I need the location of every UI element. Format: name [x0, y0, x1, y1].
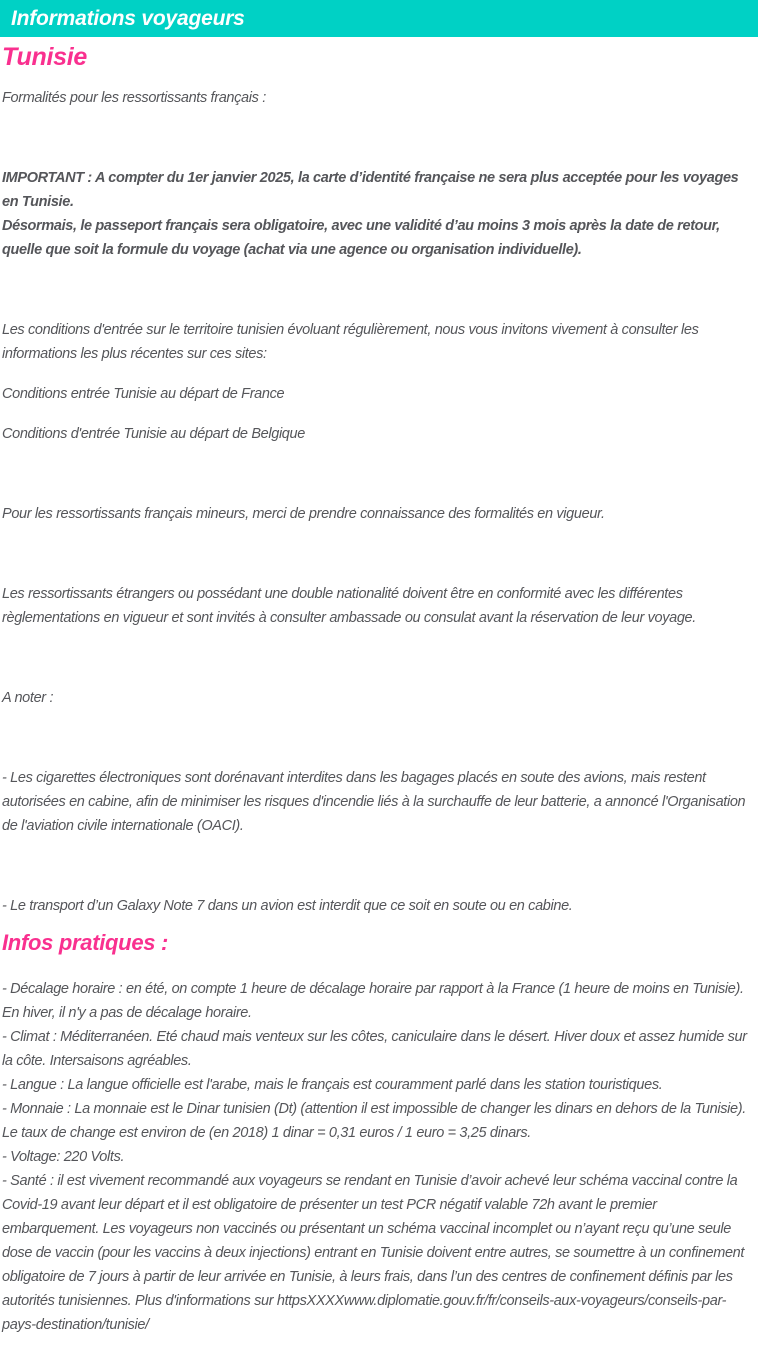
ecigarette-notice: - Les cigarettes électroniques sont dorénavant interdites dans les bagages placés en soute des avions, mais restent autorisées en cabine, afin de minimiser les risques d'incendie liés à la surchauffe de leur batterie, a annoncé l'Organisation de l'aviation civile internationale (OACI).: [2, 770, 746, 834]
minors-notice: Pour les ressortissants français mineurs, merci de prendre connaissance des formalités en vigueur.: [2, 506, 605, 522]
practical-item-climate: - Climat : Méditerranéen. Eté chaud mais venteux sur les côtes, caniculaire dans le désert. Hiver doux et assez humide sur la côte. Intersaisons agréables.: [2, 1029, 747, 1069]
galaxy-note7-notice: - Le transport d’un Galaxy Note 7 dans un avion est interdit que ce soit en soute ou en cabine.: [2, 898, 573, 914]
practical-item-health: - Santé : il est vivement recommandé aux voyageurs se rendant en Tunisie d’avoir achevé leur schéma vaccinal contre la Covid-19 avant leur départ et il est obligatoire de présenter un test PCR négatif valable 72h avant le premier embarquement. Les voyageurs non vaccinés ou présentant un schéma vaccinal incomplet ou n’ayant reçu qu’une seule dose de vaccin (pour les vaccins à deux injections) entrant en Tunisie doivent entre autres, se soumettre à un confinement obligatoire de 7 jours à partir de leur arrivée en Tunisie, à leurs frais, dans l’un des centres de confinement définis par les autorités tunisiennes. Plus d'informations sur httpsXXXXwww.diplomatie.gouv.fr/fr/conseils-aux-voyageurs/conseils-par-pays-destination/tunisie/: [2, 1173, 745, 1333]
page-header: [0, 0, 758, 37]
document-body: [0, 42, 758, 1337]
practical-item-voltage: - Voltage: 220 Volts.: [2, 1149, 125, 1165]
foreigners-notice: Les ressortissants étrangers ou possédant une double nationalité doivent être en conformité avec les différentes règlementations en vigueur et sont invités à consulter ambassade ou consulat avant la réservation de leur voyage.: [2, 586, 696, 626]
practical-item-currency: - Monnaie : La monnaie est le Dinar tunisien (Dt) (attention il est impossible de changer les dinars en dehors de la Tunisie). Le taux de change est environ de (en 2018) 1 dinar = 0,31 euros / 1 euro = 3,25 dinars.: [2, 1101, 746, 1141]
important-notice: [2, 166, 753, 262]
page-title: Informations voyageurs: [11, 6, 245, 30]
entry-conditions-intro: Les conditions d'entrée sur le territoire tunisien évoluant régulièrement, nous vous invitons vivement à consulter les informations les plus récentes sur ces sites:: [2, 322, 699, 362]
formalities-intro: Formalités pour les ressortissants français :: [2, 90, 266, 106]
practical-item-language: - Langue : La langue officielle est l'arabe, mais le français est couramment parlé dans les station touristiques.: [2, 1077, 663, 1093]
note-label: A noter :: [2, 690, 54, 706]
link-conditions-france[interactable]: [2, 382, 753, 406]
link-conditions-france-label[interactable]: Conditions entrée Tunisie au départ de France: [2, 386, 285, 402]
practical-item-timezone: - Décalage horaire : en été, on compte 1 heure de décalage horaire par rapport à la France (1 heure de moins en Tunisie). En hiver, il n'y a pas de décalage horaire.: [2, 981, 744, 1021]
practical-info-heading: Infos pratiques :: [2, 930, 169, 955]
country-heading: Tunisie: [2, 43, 87, 71]
link-conditions-belgique-label[interactable]: Conditions d'entrée Tunisie au départ de Belgique: [2, 426, 305, 442]
important-notice-line1: IMPORTANT : A compter du 1er janvier 2025, la carte d’identité française ne sera plus acceptée pour les voyages en Tunisie.: [2, 170, 739, 210]
link-conditions-belgique[interactable]: [2, 422, 753, 446]
important-notice-line2: Désormais, le passeport français sera obligatoire, avec une validité d’au moins 3 mois après la date de retour, quelle que soit la formule du voyage (achat via une agence ou organisation individuelle).: [2, 218, 720, 258]
practical-info-list: [2, 977, 753, 1337]
